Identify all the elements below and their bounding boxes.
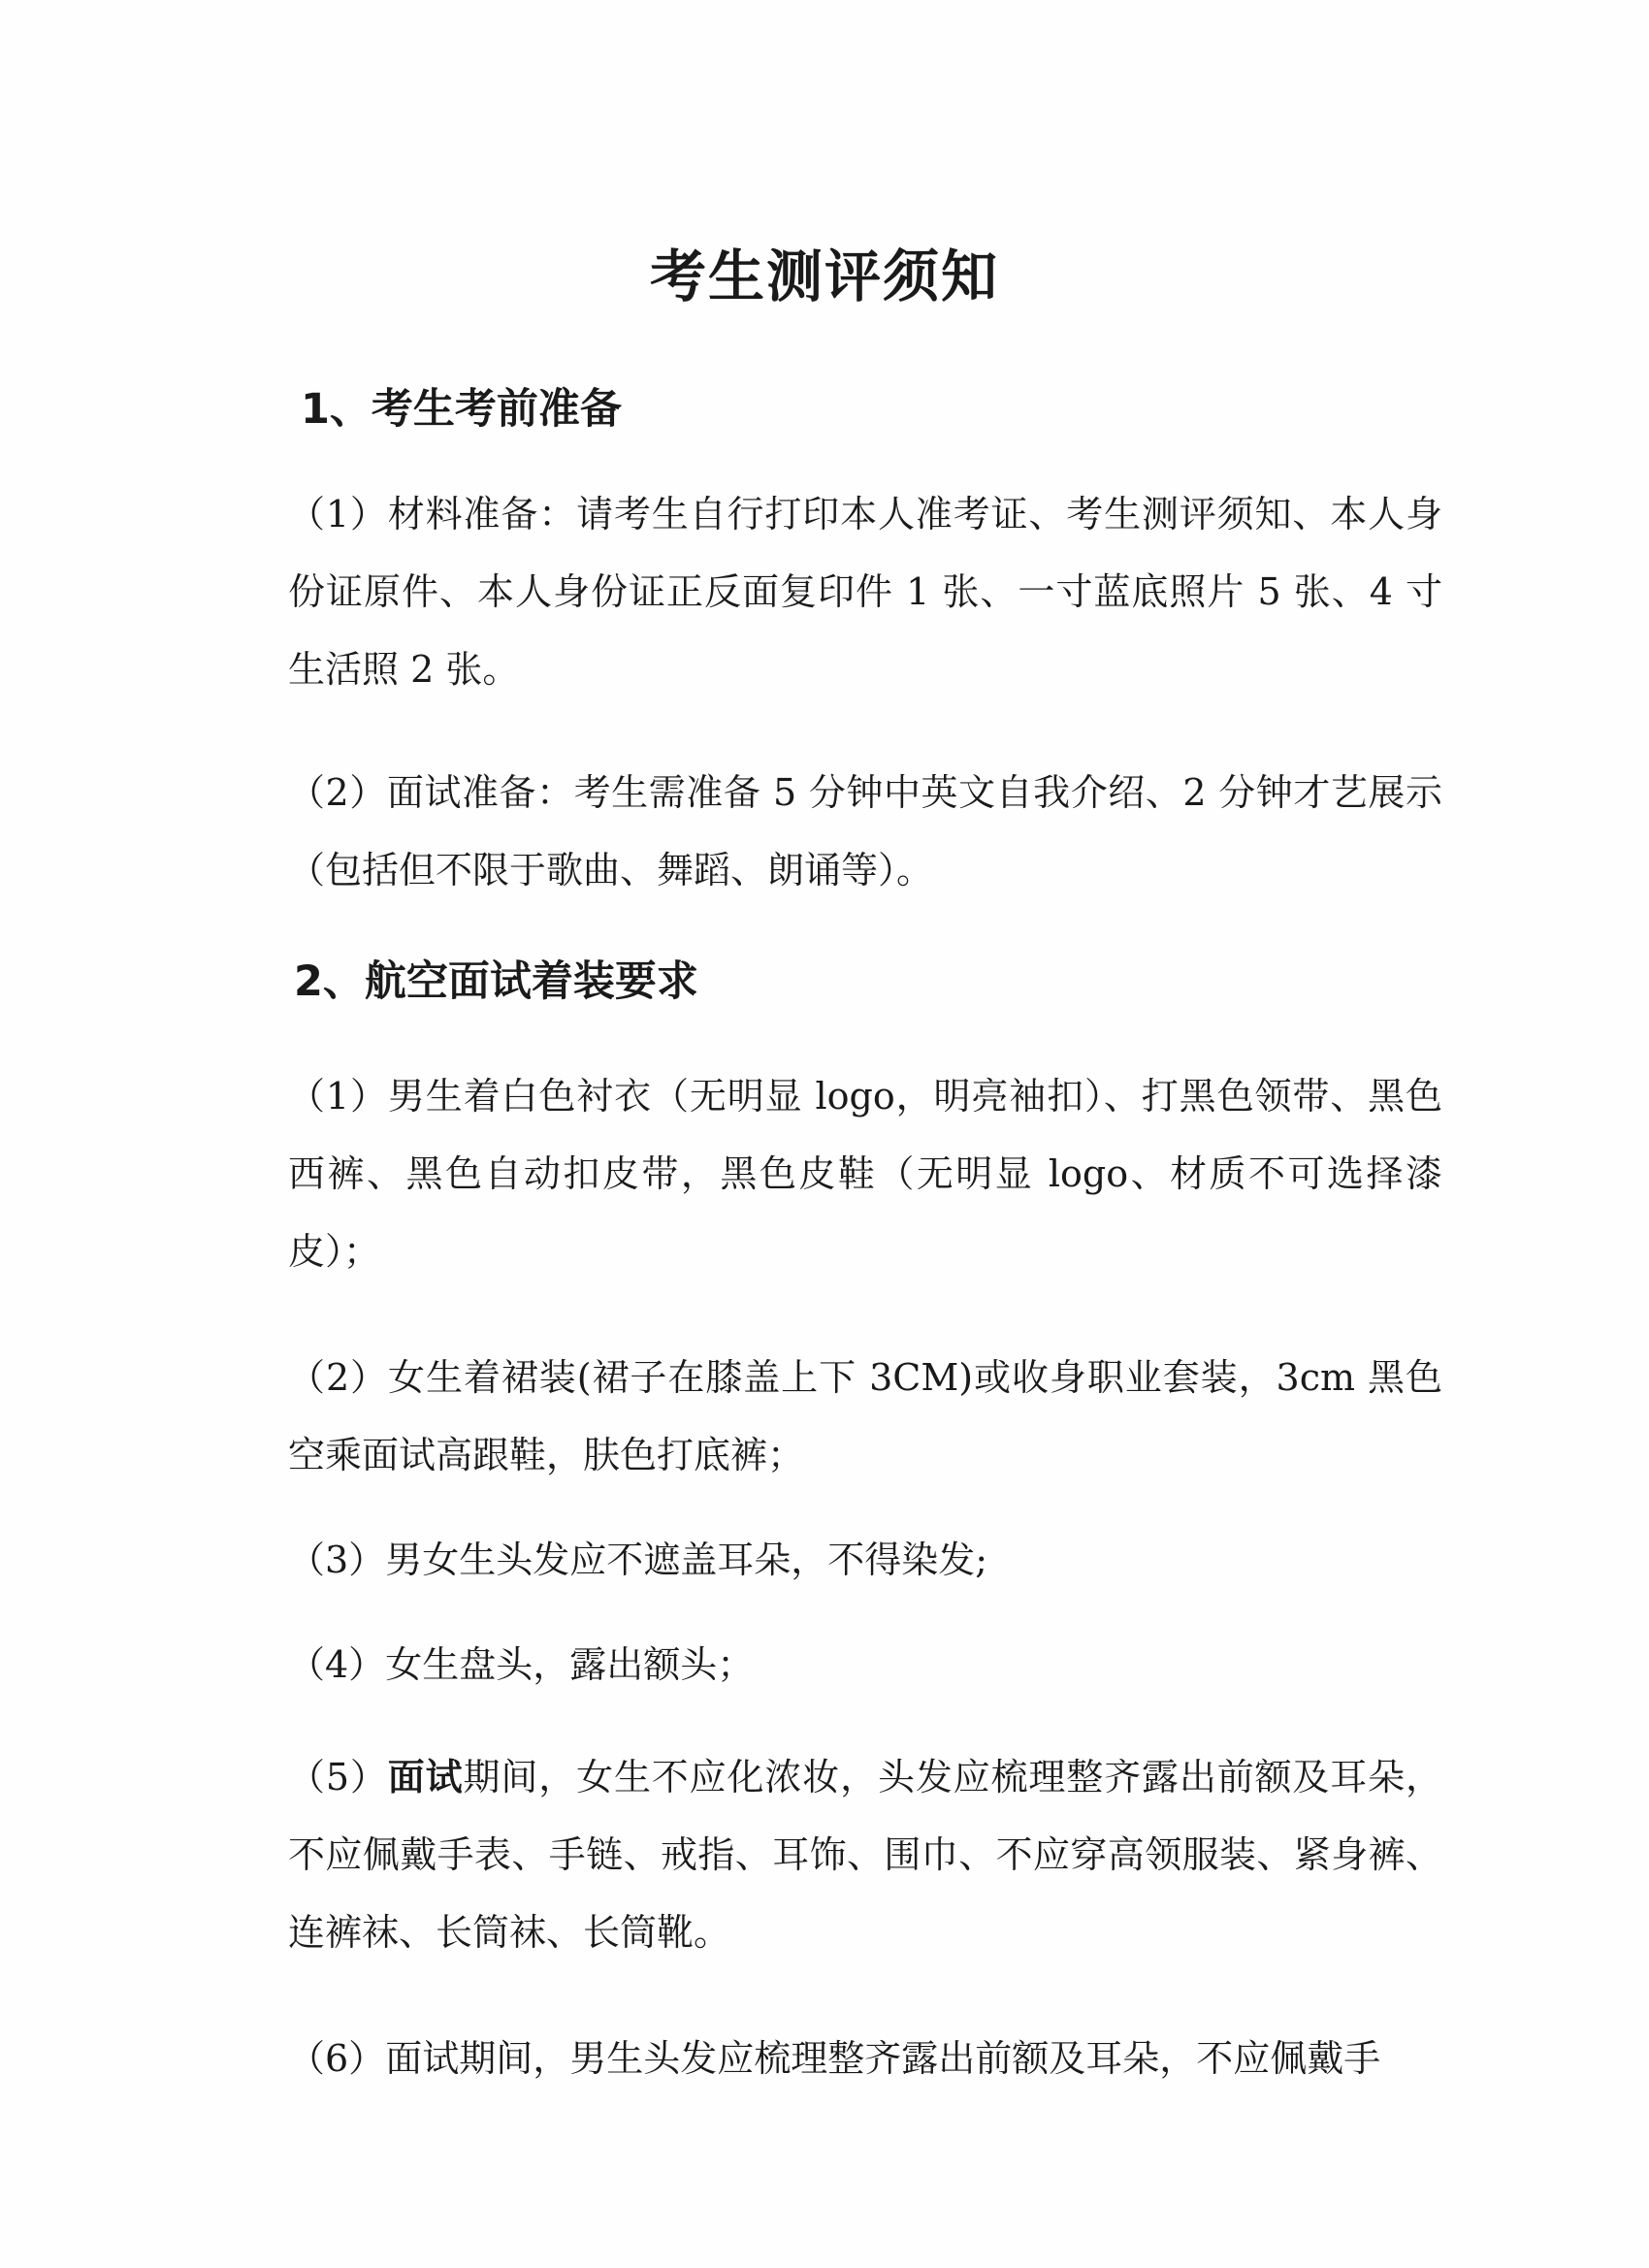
paragraph-male-dress [288, 1057, 1442, 1290]
item-text: 期间，女生不应化浓妆，头发应梳理整齐露出前额及耳朵，不应佩戴手表、手链、戒指、耳饰、围巾、不应穿高领服装、紧身裤、连裤袜、长筒袜、长筒靴。 [288, 1756, 1442, 1954]
page-title: 考生测评须知 [649, 243, 999, 309]
item-number: （5） [288, 1756, 388, 1798]
item-text: 面试准备：考生需准备 5 分钟中英文自我介绍、2 分钟才艺展示（包括但不限于歌曲、舞蹈、朗诵等）。 [288, 771, 1442, 891]
item-number: （3） [288, 1539, 386, 1581]
item-text: 女生盘头，露出额头； [385, 1643, 755, 1686]
item-number: （1） [288, 493, 388, 535]
item-number: （4） [288, 1643, 386, 1686]
item-text: 材料准备：请考生自行打印本人准考证、考生测评须知、本人身份证原件、本人身份证正反面复印件 1 张、一寸蓝底照片 5 张、4 寸生活照 2 张。 [288, 493, 1442, 691]
bold-keyword: 面试 [387, 1756, 464, 1798]
section-heading-exam-preparation: 1、考生考前准备 [301, 385, 622, 434]
section-heading-dress-code: 2、航空面试着装要求 [294, 957, 698, 1006]
item-text: 女生着裙装(裙子在膝盖上下 3CM)或收身职业套装，3cm 黑色空乘面试高跟鞋，肤色打底裤； [288, 1356, 1442, 1476]
paragraph-female-dress [288, 1339, 1442, 1494]
item-number: （2） [288, 771, 387, 814]
item-text: 面试期间，男生头发应梳理整齐露出前额及耳朵，不应佩戴手 [385, 2037, 1381, 2080]
item-number: （1） [288, 1075, 388, 1118]
paragraph-interview-prep [288, 754, 1442, 909]
item-number: （6） [288, 2037, 386, 2080]
paragraph-hair-rule [288, 1521, 1442, 1599]
item-text: 男女生头发应不遮盖耳朵，不得染发; [385, 1539, 987, 1581]
paragraph-materials [288, 475, 1442, 708]
paragraph-female-hair [288, 1626, 1442, 1703]
item-number: （2） [288, 1356, 388, 1399]
paragraph-female-interview-rules [288, 1738, 1442, 1971]
item-text: 男生着白色衬衣（无明显 logo，明亮袖扣）、打黑色领带、黑色西裤、黑色自动扣皮带，黑色皮鞋（无明显 logo、材质不可选择漆皮）； [288, 1075, 1442, 1273]
paragraph-male-interview-rules [288, 2020, 1442, 2097]
